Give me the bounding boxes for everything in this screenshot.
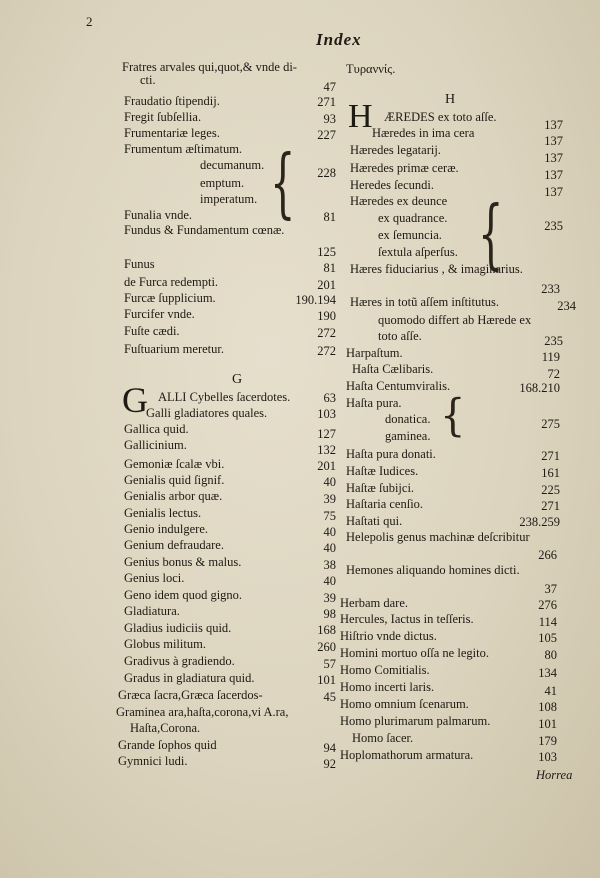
- index-entry: Hæredes in ima cera: [372, 126, 475, 140]
- page-ref: 57: [323, 657, 336, 671]
- index-entry: Frumentariæ leges.: [124, 126, 220, 140]
- index-entry: Gallica quid.: [124, 422, 189, 436]
- page-ref: 179: [538, 734, 557, 748]
- index-entry: Haſtæ ſubijci.: [346, 481, 415, 495]
- page-ref: 114: [538, 615, 557, 629]
- index-entry: Helepolis genus machinæ deſcribitur: [346, 530, 530, 544]
- index-entry: Haſtati qui.: [346, 514, 403, 528]
- index-entry: Hoplomathorum armatura.: [340, 748, 474, 762]
- drop-cap-g: G: [122, 380, 148, 420]
- page-ref: 272: [317, 344, 336, 358]
- section-letter: H: [445, 92, 456, 107]
- index-entry: ALLI Cybelles ſacerdotes.: [158, 390, 291, 404]
- index-entry: decumanum.: [200, 158, 265, 172]
- page-ref: 260: [317, 640, 336, 654]
- section-letter: G: [232, 372, 243, 387]
- page-ref: 108: [538, 700, 557, 714]
- index-entry: Globus militum.: [124, 637, 206, 651]
- index-entry: Hæredes legatarij.: [350, 143, 441, 157]
- index-entry: Haſta Cælibaris.: [352, 362, 434, 376]
- page-ref: 81: [323, 210, 336, 224]
- page-ref: 271: [317, 95, 336, 109]
- brace-hasta: {: [440, 390, 466, 442]
- page-ref: 276: [538, 598, 557, 612]
- index-entry: Frumentum æſtimatum.: [124, 142, 243, 156]
- index-entry: imperatum.: [200, 192, 258, 206]
- page-ref: 40: [323, 525, 336, 539]
- page-ref: 92: [323, 757, 336, 771]
- page-ref: 103: [317, 407, 336, 421]
- page-ref: 168.210: [519, 381, 560, 395]
- brace-haeredes: {: [478, 191, 504, 279]
- page-ref: 98: [323, 607, 336, 621]
- index-entry: Furcæ ſupplicium.: [124, 291, 216, 305]
- page-ref: 81: [323, 261, 336, 275]
- page-ref: 127: [317, 427, 336, 441]
- index-entry: Fundus & Fundamentum cœnæ.: [124, 223, 285, 237]
- index-entry: Genialis lectus.: [124, 506, 202, 520]
- index-entry: Fuſtuarium meretur.: [124, 342, 224, 356]
- page-ref: 94: [323, 741, 336, 755]
- page-ref: 72: [547, 367, 560, 381]
- index-entry: cti.: [140, 73, 156, 87]
- page-ref: 39: [323, 492, 336, 506]
- page-ref: 40: [323, 574, 336, 588]
- page-ref: 41: [544, 684, 557, 698]
- index-entry: Heredes ſecundi.: [350, 178, 434, 192]
- index-entry: Grande ſophos quid: [118, 738, 217, 752]
- page-ref: 137: [544, 118, 563, 132]
- page-ref: 137: [544, 185, 563, 199]
- page-ref: 101: [317, 673, 336, 687]
- page-ref: 137: [544, 151, 563, 165]
- page-ref: 80: [544, 648, 557, 662]
- index-entry: ex quadrance.: [378, 211, 448, 225]
- page-ref: 227: [317, 128, 336, 142]
- index-entry: Haſta pura.: [346, 396, 402, 410]
- index-entry: Hemones aliquando homines dicti.: [346, 563, 520, 577]
- page-ref: 201: [317, 459, 336, 473]
- index-entry: Græca ſacra,Græca ſacerdos-: [118, 688, 263, 702]
- index-entry: Homini mortuo oſſa ne legito.: [340, 646, 489, 660]
- page-ref: 134: [538, 666, 557, 680]
- page-ref: 103: [538, 750, 557, 764]
- index-entry: Homo Comitialis.: [340, 663, 430, 677]
- index-entry: ex ſemuncia.: [378, 228, 442, 242]
- index-entry: Gladiatura.: [124, 604, 180, 618]
- index-entry: quomodo differt ab Hærede ex: [378, 313, 532, 327]
- index-entry: Genius bonus & malus.: [124, 555, 242, 569]
- index-entry: Haſta,Corona.: [130, 721, 201, 735]
- index-entry: Hæres in totũ aſſem inſtitutus.: [350, 295, 499, 309]
- index-entry: Fregit ſubſellia.: [124, 110, 202, 124]
- catchword: Horrea: [536, 768, 573, 782]
- index-entry: Homo plurimarum palmarum.: [340, 714, 491, 728]
- page-ref: 201: [317, 278, 336, 292]
- index-entry: Herbam dare.: [340, 596, 409, 610]
- page-ref: 75: [323, 509, 336, 523]
- page-ref: 161: [541, 466, 560, 480]
- index-entry: Haſtaria cenſio.: [346, 497, 424, 511]
- page-ref: 225: [541, 483, 560, 497]
- index-entry: Genialis arbor quæ.: [124, 489, 223, 503]
- page-ref: 40: [323, 541, 336, 555]
- page-ref: 271: [541, 449, 560, 463]
- index-entry: Genius loci.: [124, 571, 185, 585]
- index-entry: Haſta pura donati.: [346, 447, 436, 461]
- index-entry: Homo omnium ſcenarum.: [340, 697, 469, 711]
- index-entry: Fuſte cædi.: [124, 324, 180, 338]
- index-entry: Fratres arvales qui,quot,& vnde di-: [122, 60, 297, 74]
- brace-frumentum: {: [270, 140, 296, 228]
- page-ref: 125: [317, 245, 336, 259]
- index-entry: Gladius iudiciis quid.: [124, 621, 232, 635]
- index-entry: Gemoniæ ſcalæ vbi.: [124, 457, 225, 471]
- index-entry: Funus: [124, 257, 155, 271]
- index-entry: Hæredes ex deunce: [350, 194, 448, 208]
- index-entry: Genium defraudare.: [124, 538, 224, 552]
- index-entry: Harpaſtum.: [346, 346, 403, 360]
- page-ref: 45: [323, 690, 336, 704]
- page-ref: 266: [538, 548, 557, 562]
- index-entry: Gradivus à gradiendo.: [124, 654, 235, 668]
- index-entry: ÆREDES ex toto aſſe.: [384, 110, 497, 124]
- index-entry: Furcifer vnde.: [124, 307, 195, 321]
- page-ref: 137: [544, 168, 563, 182]
- page-ref: 275: [541, 417, 560, 431]
- page-ref: 235: [544, 334, 563, 348]
- index-entry: Galli gladiatores quales.: [146, 406, 268, 420]
- index-entry: toto aſſe.: [378, 329, 422, 343]
- corner-mark: 2: [86, 14, 93, 29]
- index-entry: de Furca redempti.: [124, 275, 219, 289]
- page-ref: 228: [317, 166, 336, 180]
- page-ref: 234: [557, 299, 576, 313]
- drop-cap-h: H: [348, 98, 373, 135]
- page-ref: 235: [544, 219, 563, 233]
- index-entry: Geno idem quod gigno.: [124, 588, 243, 602]
- page-ref: 105: [538, 631, 557, 645]
- index-entry: Τυραννίς.: [346, 62, 396, 76]
- index-entry: Gradus in gladiatura quid.: [124, 671, 255, 685]
- page-ref: 38: [323, 558, 336, 572]
- page-ref: 168: [317, 623, 336, 637]
- page-ref: 190: [317, 309, 336, 323]
- index-entry: donatica.: [385, 412, 431, 426]
- index-entry: Gymnici ludi.: [118, 754, 188, 768]
- index-entry: emptum.: [200, 176, 245, 190]
- running-header: Index: [316, 30, 362, 49]
- index-entry: Graminea ara,haſta,corona,vi A.ra,: [116, 705, 289, 719]
- index-entry: Funalia vnde.: [124, 208, 193, 222]
- index-entry: Hæredes primæ ceræ.: [350, 161, 459, 175]
- page-ref: 37: [544, 582, 557, 596]
- index-entry: Haſta Centumviralis.: [346, 379, 451, 393]
- index-entry: Fraudatio ſtipendij.: [124, 94, 220, 108]
- index-entry: Hæres fiduciarius , & imaginarius.: [350, 262, 523, 276]
- page-ref: 271: [541, 499, 560, 513]
- page-ref: 190.194: [295, 293, 336, 307]
- page-ref: 101: [538, 717, 557, 731]
- page-ref: 93: [323, 112, 336, 126]
- page-ref: 272: [317, 326, 336, 340]
- index-entry: Genio indulgere.: [124, 522, 209, 536]
- index-entry: Homo ſacer.: [352, 731, 414, 745]
- page-ref: 233: [541, 282, 560, 296]
- index-entry: ſextula aſperſus.: [378, 245, 458, 259]
- index-entry: Hercules, Iactus in teſſeris.: [340, 612, 474, 626]
- page-ref: 63: [323, 391, 336, 405]
- index-entry: Genialis quid ſignif.: [124, 473, 225, 487]
- index-entry: Gallicinium.: [124, 438, 187, 452]
- page-ref: 40: [323, 475, 336, 489]
- index-entry: Homo incerti laris.: [340, 680, 435, 694]
- index-entry: Haſtæ Iudices.: [346, 464, 419, 478]
- page-ref: 137: [544, 134, 563, 148]
- index-entry: Hiſtrio vnde dictus.: [340, 629, 437, 643]
- page-ref: 47: [323, 80, 336, 94]
- page-ref: 132: [317, 443, 336, 457]
- index-entry: gaminea.: [385, 429, 431, 443]
- page-ref: 238.259: [519, 515, 560, 529]
- page-ref: 119: [541, 350, 560, 364]
- page-ref: 39: [323, 591, 336, 605]
